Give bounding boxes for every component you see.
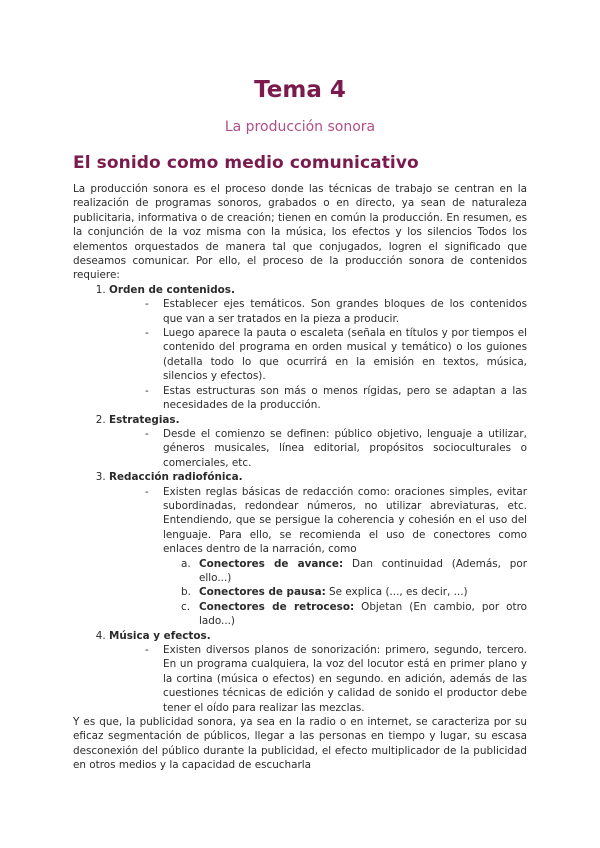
sub-list (109, 427, 527, 470)
sub-list (109, 485, 527, 629)
sub-list-item: - Desde el comienzo se definen: público objetivo, lenguaje a utilizar, géneros musicales, línea editorial, propósitos socioculturales o comerciales, etc. (145, 427, 527, 470)
sub-list (109, 297, 527, 412)
body-text (73, 182, 527, 773)
connector-title: Conectores de pausa: (199, 586, 326, 599)
sub-list-item: - Existen diversos planos de sonorización: primero, segundo, tercero. En un programa cualquiera, la voz del locutor está en primer plano y la cortina (música o efectos) en segundo. en adición, además de las cuestiones técnicas de edición y calidad de sonido el productor debe tener el oído para realizar las mezclas. (145, 643, 527, 715)
list-item (109, 629, 527, 715)
page-title: Tema 4 (254, 77, 346, 103)
requirements-list (73, 283, 527, 715)
connector-text: Dan continuidad (Además, por ello...) (199, 557, 527, 584)
connector-item (181, 557, 527, 586)
list-item-title: Estrategias. (109, 413, 180, 426)
connector-item (181, 600, 527, 629)
list-item (109, 283, 527, 413)
connector-text: Objetan (En cambio, por otro lado...) (199, 600, 527, 628)
sub-list (109, 643, 527, 715)
connector-marker: a. (181, 557, 191, 570)
list-item (109, 470, 527, 628)
list-item (109, 413, 527, 471)
connector-marker: b. (181, 586, 191, 599)
connector-text: Se explica (..., es decir, ...) (325, 586, 468, 599)
sub-list-text: - Existen reglas básicas de redacción como: oraciones simples, evitar subordinadas, redondear números, no utilizar abreviaturas, etc. Entendiendo, que se persigue la coherencia y cohesión en el uso del lenguaje. Para ello, se recomienda el uso de conectores como enlaces dentro de la narración, como (163, 485, 527, 556)
list-item-title: Música y efectos. (109, 629, 211, 642)
connector-title: Conectores de retroceso: (199, 600, 355, 613)
section-heading: El sonido como medio comunicativo (73, 153, 419, 173)
intro-paragraph: La producción sonora es el proceso donde las técnicas de trabajo se centran en la realización de programas sonoros, grabados o en directo, ya sean de naturaleza publicitaria, informativa o de creación; tienen en común la producción. En resumen, es la conjunción de la voz misma con la música, los efectos y los silencios Todos los elementos orquestados de manera tal que conjugados, logren el significado que deseamos comunicar. Por ello, el proceso de la producción sonora de contenidos requiere: (73, 183, 527, 282)
connectors-list (163, 557, 527, 629)
closing-paragraph: Y es que, la publicidad sonora, ya sea en la radio o en internet, se caracteriza por su eficaz segmentación de públicos, llegar a las personas en tiempo y lugar, su escasa desconexión del público durante la publicidad, el efecto multiplicador de la publicidad en otros medios y la capacidad de escucharla (73, 716, 527, 772)
list-item-title: Orden de contenidos. (109, 283, 235, 296)
list-item-title: Redacción radiofónica. (109, 471, 243, 484)
sub-list-item: - Establecer ejes temáticos. Son grandes bloques de los contenidos que van a ser tratados en la pieza a producir. (145, 297, 527, 326)
connector-item (181, 585, 527, 599)
connector-title: Conectores de avance: (199, 557, 344, 570)
page-subtitle: La producción sonora (224, 119, 376, 135)
sub-list-item (145, 485, 527, 629)
sub-list-item: - Luego aparece la pauta o escaleta (señala en títulos y por tiempos el contenido del programa en orden musical y temático) o los guiones (detalla todo lo que ocurrirá en la emisión en textos, música, silencios y efectos). (145, 326, 527, 384)
connector-marker: c. (181, 600, 191, 613)
sub-list-item: - Estas estructuras son más o menos rígidas, pero se adaptan a las necesidades de la producción. (145, 384, 527, 413)
